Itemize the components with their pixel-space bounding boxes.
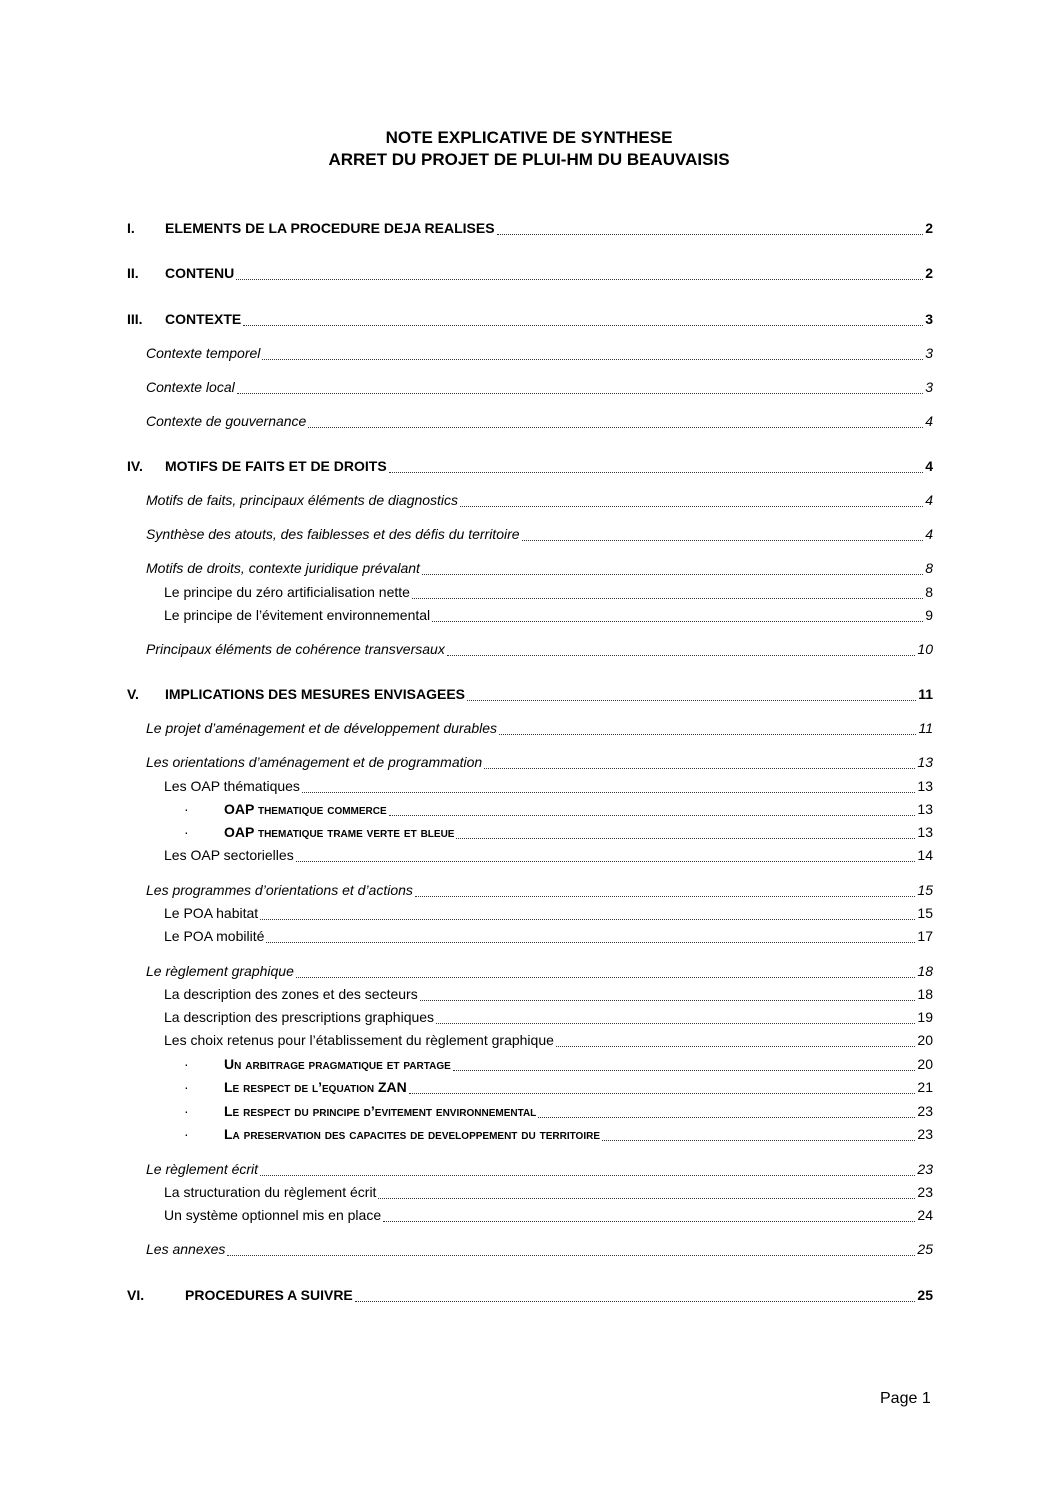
- toc-entry[interactable]: [164, 986, 933, 1006]
- toc-entry[interactable]: [127, 458, 933, 478]
- toc-entry-page: 14: [917, 847, 933, 863]
- toc-entry-title: ELEMENTS DE LA PROCEDURE DEJA REALISES: [165, 220, 495, 236]
- toc-entry-page: 9: [925, 607, 933, 623]
- page-number: Page 1: [880, 1390, 931, 1407]
- toc-dot-leader: [409, 1092, 916, 1094]
- toc-dot-leader: [497, 233, 924, 235]
- toc-dot-leader: [243, 324, 923, 326]
- toc-entry-page: 23: [917, 1126, 933, 1142]
- toc-dot-leader: [453, 1069, 916, 1071]
- toc-entry-title: Motifs de faits, principaux éléments de diagnostics: [146, 492, 459, 508]
- toc-entry-title: Le principe de l’évitement environnemental: [164, 607, 431, 623]
- toc-dot-leader: [484, 767, 915, 769]
- toc-entry-page: 3: [925, 379, 933, 395]
- toc-entry-title: Le respect de l’equation ZAN: [224, 1079, 407, 1095]
- toc-entry[interactable]: [164, 1207, 933, 1227]
- toc-entry-page: 13: [917, 754, 933, 770]
- toc-dot-leader: [389, 471, 924, 473]
- toc-entry-title: IMPLICATIONS DES MESURES ENVISAGEES: [165, 686, 466, 702]
- toc-entry-page: 8: [925, 584, 933, 600]
- toc-entry[interactable]: [146, 641, 933, 661]
- toc-dot-leader: [227, 1254, 915, 1256]
- toc-entry-number: ·: [184, 1056, 189, 1072]
- toc-entry-page: 25: [917, 1241, 933, 1257]
- toc-dot-leader: [422, 573, 923, 575]
- toc-entry-page: 10: [917, 641, 933, 657]
- toc-entry-title: Contexte temporel: [146, 345, 261, 361]
- toc-entry[interactable]: [146, 492, 933, 512]
- toc-entry[interactable]: [146, 963, 933, 983]
- toc-entry-number: VI.: [127, 1287, 145, 1303]
- toc-entry[interactable]: [127, 265, 933, 285]
- toc-entry-title: La structuration du règlement écrit: [164, 1184, 377, 1200]
- toc-entry-page: 23: [917, 1184, 933, 1200]
- toc-entry-title: Les annexes: [146, 1241, 226, 1257]
- toc-entry[interactable]: [164, 928, 933, 948]
- toc-dot-leader: [262, 358, 923, 360]
- toc-entry-title: Le POA habitat: [164, 905, 259, 921]
- toc-dot-leader: [266, 941, 915, 943]
- toc-entry[interactable]: [164, 905, 933, 925]
- toc-dot-leader: [412, 597, 923, 599]
- toc-dot-leader: [260, 1174, 915, 1176]
- toc-entry[interactable]: [164, 1032, 933, 1052]
- toc-dot-leader: [538, 1116, 915, 1118]
- toc-entry[interactable]: [146, 379, 933, 399]
- toc-entry[interactable]: [164, 1184, 933, 1204]
- toc-entry-title: Le projet d’aménagement et de développement durables: [146, 720, 498, 736]
- toc-entry-title: Le respect du principe d’evitement environnemental: [224, 1103, 537, 1119]
- toc-entry-page: 4: [925, 492, 933, 508]
- toc-entry-title: Le principe du zéro artificialisation nette: [164, 584, 410, 600]
- title-line-2: ARRET DU PROJET DE PLUI-HM DU BEAUVAISIS: [328, 150, 730, 169]
- toc-dot-leader: [260, 918, 915, 920]
- toc-entry-title: Contexte local: [146, 379, 235, 395]
- toc-entry-title: Contexte de gouvernance: [146, 413, 307, 429]
- toc-entry-page: 15: [917, 905, 933, 921]
- toc-entry-page: 8: [925, 560, 933, 576]
- toc-entry-number: ·: [184, 1103, 189, 1119]
- toc-entry-title: Synthèse des atouts, des faiblesses et des défis du territoire: [146, 526, 520, 542]
- toc-dot-leader: [420, 999, 916, 1001]
- toc-entry[interactable]: [146, 1161, 933, 1181]
- toc-entry-title: Le POA mobilité: [164, 928, 265, 944]
- toc-entry-page: 17: [917, 928, 933, 944]
- toc-entry[interactable]: [184, 1103, 933, 1123]
- toc-entry[interactable]: [184, 1126, 933, 1146]
- toc-entry-page: 21: [917, 1079, 933, 1095]
- toc-entry-page: 13: [917, 801, 933, 817]
- toc-dot-leader: [236, 278, 923, 280]
- toc-entry-title: MOTIFS DE FAITS ET DE DROITS: [165, 458, 387, 474]
- toc-entry-title: OAP thematique commerce: [224, 801, 387, 817]
- toc-entry-title: Motifs de droits, contexte juridique prévalant: [146, 560, 420, 576]
- toc-entry-title: CONTEXTE: [165, 311, 242, 327]
- toc-entry-title: CONTENU: [165, 265, 235, 281]
- toc-entry-number: I.: [127, 220, 135, 236]
- toc-entry-page: 23: [917, 1161, 933, 1177]
- toc-entry[interactable]: [184, 824, 933, 844]
- toc-dot-leader: [447, 654, 916, 656]
- toc-dot-leader: [308, 426, 923, 428]
- toc-dot-leader: [355, 1300, 916, 1302]
- toc-entry-page: 18: [917, 963, 933, 979]
- toc-entry[interactable]: [127, 686, 933, 706]
- toc-dot-leader: [432, 620, 923, 622]
- toc-entry-page: 15: [917, 882, 933, 898]
- toc-entry-page: 20: [917, 1056, 933, 1072]
- toc-dot-leader: [556, 1045, 916, 1047]
- toc-entry-number: V.: [127, 686, 139, 702]
- toc-entry-number: II.: [127, 265, 139, 281]
- toc-entry-title: Le règlement graphique: [146, 963, 294, 979]
- toc-dot-leader: [522, 539, 924, 541]
- toc-entry[interactable]: [146, 345, 933, 365]
- toc-entry[interactable]: [164, 607, 933, 627]
- toc-entry-number: ·: [184, 801, 189, 817]
- toc-dot-leader: [415, 895, 916, 897]
- toc-entry[interactable]: [146, 882, 933, 902]
- toc-entry-title: Les OAP sectorielles: [164, 847, 294, 863]
- toc-entry-page: 3: [925, 345, 933, 361]
- toc-entry-number: IV.: [127, 458, 143, 474]
- toc-entry-title: La description des zones et des secteurs: [164, 986, 418, 1002]
- toc-entry-number: ·: [184, 1126, 189, 1142]
- toc-entry-title: Les orientations d’aménagement et de programmation: [146, 754, 483, 770]
- toc-entry-page: 3: [925, 311, 933, 327]
- toc-entry-number: ·: [184, 1079, 189, 1095]
- toc-dot-leader: [460, 505, 923, 507]
- toc-entry-page: 11: [918, 720, 933, 736]
- toc-dot-leader: [389, 814, 916, 816]
- toc-dot-leader: [296, 860, 916, 862]
- toc-entry-page: 24: [917, 1207, 933, 1223]
- toc-entry-number: III.: [127, 311, 143, 327]
- toc-entry[interactable]: [164, 1009, 933, 1029]
- toc-entry[interactable]: [146, 720, 933, 740]
- toc-entry-page: 18: [917, 986, 933, 1002]
- toc-dot-leader: [378, 1197, 915, 1199]
- toc-entry-title: Les programmes d’orientations et d’actions: [146, 882, 413, 898]
- toc-entry-page: 13: [917, 778, 933, 794]
- toc-entry[interactable]: [146, 413, 933, 433]
- toc-entry[interactable]: [164, 847, 933, 867]
- toc-entry-title: Les OAP thématiques: [164, 778, 300, 794]
- toc-entry[interactable]: [127, 220, 933, 240]
- toc-dot-leader: [467, 699, 916, 701]
- toc-entry[interactable]: [164, 584, 933, 604]
- toc-entry[interactable]: [146, 1241, 933, 1261]
- toc-dot-leader: [436, 1022, 915, 1024]
- toc-dot-leader: [302, 791, 915, 793]
- toc-entry[interactable]: [184, 801, 933, 821]
- toc-entry-page: 4: [925, 413, 933, 429]
- toc-dot-leader: [456, 837, 915, 839]
- toc-entry-page: 23: [917, 1103, 933, 1119]
- toc-entry-number: ·: [184, 824, 189, 840]
- toc-entry-page: 11: [918, 686, 933, 702]
- toc-entry[interactable]: [146, 560, 933, 580]
- toc-entry[interactable]: [146, 526, 933, 546]
- toc-entry-title: PROCEDURES A SUIVRE: [185, 1287, 353, 1303]
- toc-entry-page: 4: [925, 526, 933, 542]
- toc-entry-title: Le règlement écrit: [146, 1161, 259, 1177]
- toc-entry-title: La description des prescriptions graphiques: [164, 1009, 435, 1025]
- toc-dot-leader: [602, 1139, 915, 1141]
- toc-entry-title: OAP thematique trame verte et bleue: [224, 824, 455, 840]
- toc-entry-page: 19: [917, 1009, 933, 1025]
- toc-entry[interactable]: [184, 1079, 933, 1099]
- toc-dot-leader: [296, 976, 916, 978]
- toc-entry[interactable]: [127, 311, 933, 331]
- toc-entry-page: 20: [917, 1032, 933, 1048]
- toc-entry[interactable]: [164, 778, 933, 798]
- toc-entry-title: Principaux éléments de cohérence transversaux: [146, 641, 445, 657]
- toc-entry-page: 13: [917, 824, 933, 840]
- toc-entry-page: 25: [917, 1287, 933, 1303]
- toc-entry-title: La preservation des capacites de developpement du territoire: [224, 1126, 601, 1142]
- toc-entry-page: 4: [925, 458, 933, 474]
- toc-entry-title: Les choix retenus pour l’établissement du règlement graphique: [164, 1032, 554, 1048]
- toc-dot-leader: [383, 1220, 915, 1222]
- toc-entry-page: 2: [925, 220, 933, 236]
- title-line-1: NOTE EXPLICATIVE DE SYNTHESE: [385, 128, 673, 147]
- toc-dot-leader: [499, 733, 916, 735]
- toc-entry-title: Un arbitrage pragmatique et partage: [224, 1056, 451, 1072]
- toc-entry-page: 2: [925, 265, 933, 281]
- toc-entry[interactable]: [127, 1287, 933, 1307]
- toc-entry-title: Un système optionnel mis en place: [164, 1207, 382, 1223]
- toc-dot-leader: [237, 392, 923, 394]
- toc-entry[interactable]: [146, 754, 933, 774]
- toc-entry[interactable]: [184, 1056, 933, 1076]
